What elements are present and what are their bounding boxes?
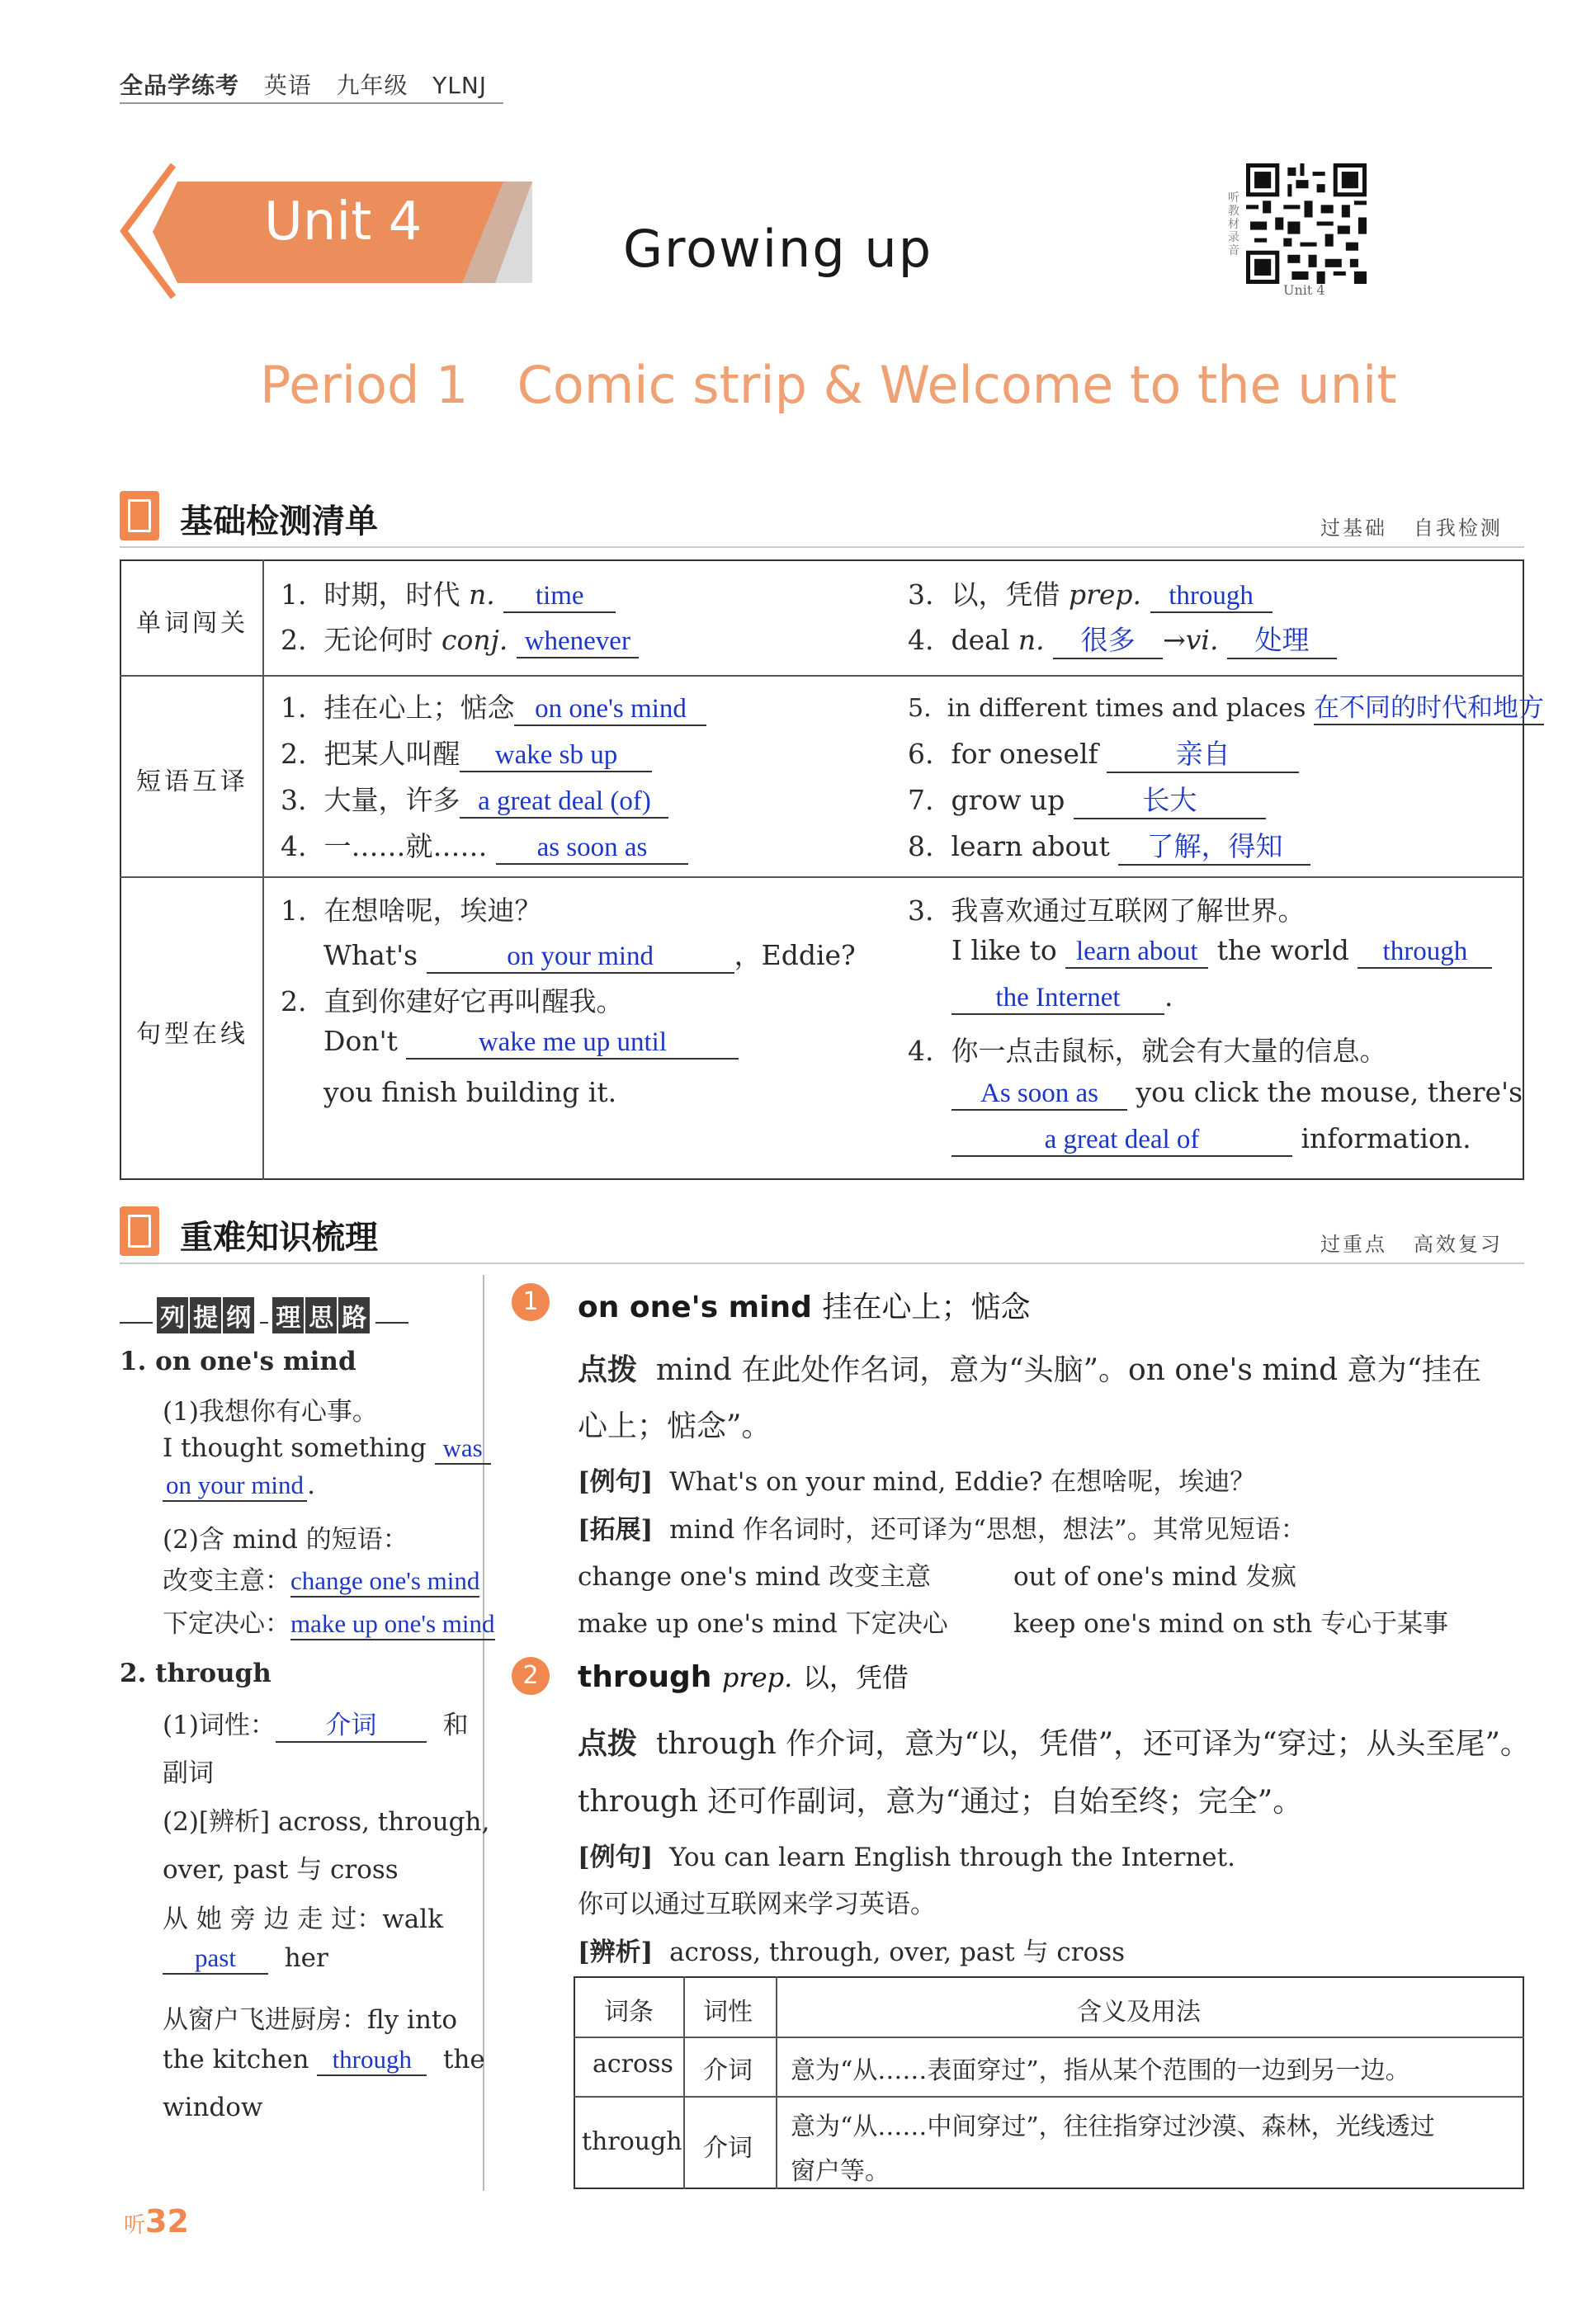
answer-blank[interactable]: whenever xyxy=(517,626,639,658)
phrase-item xyxy=(281,779,668,819)
sentence-text: Don't xyxy=(323,1025,398,1057)
sentence-item-2-line2: you finish building it. xyxy=(323,1076,617,1108)
sentence-chinese: 我喜欢通过互联网了解世界。 xyxy=(951,894,1306,927)
part-of-speech: conj. xyxy=(441,624,508,656)
sentence-text: . xyxy=(1164,980,1173,1012)
item-prompt: 大量，许多 xyxy=(323,784,460,816)
tip-line: 心上；惦念”。 xyxy=(578,1409,772,1443)
sentence-chinese: 直到你建好它再叫醒我。 xyxy=(323,985,624,1017)
sidebar-item-heading: 2. through xyxy=(120,1659,272,1688)
point-heading xyxy=(578,1284,1030,1326)
answer-blank[interactable]: wake sb up xyxy=(460,740,652,772)
tip-line xyxy=(578,1347,1481,1389)
item-number: 8. xyxy=(908,830,934,862)
sidebar-line: 从窗户飞进厨房：fly into xyxy=(163,2005,458,2035)
sidebar-line: 副词 xyxy=(163,1758,214,1788)
table-cell-meaning-cont: 窗户等。 xyxy=(791,2157,890,2186)
answer-blank[interactable]: on your mind xyxy=(163,1470,307,1502)
phrase-line: change one's mind 改变主意 xyxy=(578,1562,932,1592)
sidebar-text: her xyxy=(284,1943,328,1973)
answer-blank[interactable]: through xyxy=(1150,581,1273,613)
answer-blank[interactable]: the Internet xyxy=(951,983,1164,1015)
sentence-text: What's xyxy=(323,939,418,971)
word-item xyxy=(281,619,639,658)
sidebar-line: on your mind . xyxy=(163,1470,315,1502)
phrase-line: make up one's mind 下定决心 xyxy=(578,1609,948,1639)
table-column-divider xyxy=(262,559,264,1180)
sidebar-line xyxy=(163,1602,495,1640)
tip-text: through 作介词，意为“以，凭借”，还可译为“穿过；从头至尾”。 xyxy=(655,1727,1530,1761)
section-title: 重难知识梳理 xyxy=(180,1219,378,1257)
example-text: What's on your mind, Eddie? 在想啥呢，埃迪？ xyxy=(669,1467,1256,1497)
row-label-sentences: 句型在线 xyxy=(136,1020,248,1049)
sidebar-header xyxy=(120,1297,408,1333)
sidebar-item-heading: 1. on one's mind xyxy=(120,1347,357,1376)
qr-code-icon[interactable] xyxy=(1246,163,1367,284)
table-row-divider xyxy=(574,2096,1524,2098)
example-line xyxy=(578,1836,1235,1873)
point-term: through xyxy=(578,1660,712,1694)
section-icon xyxy=(120,1206,159,1256)
section-rule xyxy=(120,546,1524,548)
sidebar-line xyxy=(163,1560,479,1598)
section-rule xyxy=(120,1263,1524,1264)
period-title xyxy=(260,355,1397,415)
phrase-item xyxy=(908,687,1544,725)
word-item xyxy=(281,573,616,613)
sentence-text: I like to xyxy=(951,934,1057,966)
sidebar-line: (2)[辨析] across, through, xyxy=(163,1807,490,1837)
page-prefix: 听 xyxy=(124,2213,146,2238)
point-term-cn: 挂在心上；惦念 xyxy=(822,1291,1031,1324)
answer-blank[interactable]: 了解，得知 xyxy=(1118,825,1310,866)
section-subtitle-a: 过重点 xyxy=(1320,1233,1387,1256)
phrase-item xyxy=(281,733,652,772)
item-prompt: 把某人叫醒 xyxy=(323,738,460,770)
answer-blank[interactable]: 在不同的时代和地方 xyxy=(1314,687,1544,725)
sentence-item-1-line xyxy=(323,934,856,974)
edition: YLNJ xyxy=(432,72,488,99)
sidebar-line xyxy=(163,2045,485,2076)
item-number: 2. xyxy=(281,985,307,1017)
tip-label: 点拨 xyxy=(578,1726,638,1761)
discrimination-label: [辨析] xyxy=(578,1937,654,1967)
word-item xyxy=(908,619,1337,659)
item-number: 4. xyxy=(281,830,307,862)
row-label-words: 单词闯关 xyxy=(136,609,248,638)
sentence-item-4 xyxy=(908,1030,1386,1069)
page-number xyxy=(124,2203,189,2240)
sidebar-line: (2)含 mind 的短语： xyxy=(163,1525,408,1555)
section-subtitle-a: 过基础 xyxy=(1320,517,1387,540)
sidebar-line: window xyxy=(163,2093,263,2122)
tip-text: mind 在此处作名词，意为“头脑”。on one's mind 意为“挂在 xyxy=(655,1353,1482,1387)
table-cell-meaning: 意为“从……表面穿过”，指从某个范围的一边到另一边。 xyxy=(791,2056,1410,2085)
tag-char: 纲 xyxy=(223,1297,254,1333)
answer-blank[interactable]: on your mind xyxy=(427,942,734,974)
item-number: 4. xyxy=(908,1035,934,1067)
item-number: 1. xyxy=(281,894,307,927)
sidebar-text: the xyxy=(443,2045,485,2074)
answer-blank[interactable]: time xyxy=(503,581,616,613)
answer-blank[interactable]: was xyxy=(435,1433,491,1465)
item-number: 4. xyxy=(908,624,934,656)
extension-text: mind 作名词时，还可译为“思想，想法”。其常见短语： xyxy=(669,1515,1306,1545)
item-number: 1. xyxy=(281,691,307,724)
point-term-cn: 以，凭借 xyxy=(802,1662,909,1693)
table-cell-meaning: 意为“从……中间穿过”，往往指穿过沙漠、森林，光线透过 xyxy=(791,2112,1435,2141)
table-column-divider xyxy=(776,1976,777,2189)
sidebar-line xyxy=(163,1433,491,1465)
sentence-item-2 xyxy=(281,980,623,1019)
tag-char: 思 xyxy=(305,1297,337,1333)
sentence-text: ，Eddie? xyxy=(734,939,856,971)
extension-line xyxy=(578,1508,1306,1546)
sentence-chinese: 在想啥呢，埃迪？ xyxy=(323,894,542,927)
phrase-item xyxy=(281,825,688,865)
section-subtitle xyxy=(1320,512,1503,540)
section-subtitle-b: 高效复习 xyxy=(1413,1233,1503,1256)
sentence-item-1 xyxy=(281,890,541,928)
answer-blank[interactable]: 很多 xyxy=(1053,619,1163,659)
example-label: [例句] xyxy=(578,1467,654,1497)
table-row-divider xyxy=(120,675,1524,677)
grade: 九年级 xyxy=(336,72,408,99)
answer-blank[interactable]: a great deal (of) xyxy=(460,786,668,819)
running-head xyxy=(120,68,487,101)
unit-title: Growing up xyxy=(623,219,933,279)
page-value: 32 xyxy=(145,2203,189,2240)
item-prompt: 一……就…… xyxy=(323,830,488,862)
phrase-item xyxy=(908,779,1266,819)
series-name: 全品学练考 xyxy=(120,72,240,99)
example-text: You can learn English through the Internet. xyxy=(669,1843,1235,1872)
row-label-phrases: 短语互译 xyxy=(136,767,248,796)
item-prompt: learn about xyxy=(951,830,1110,862)
sentence-item-2-line xyxy=(323,1025,739,1060)
tag-char: 理 xyxy=(272,1297,304,1333)
sidebar-line: 从 她 旁 边 走 过：walk xyxy=(163,1904,443,1934)
header-rule xyxy=(120,102,503,104)
section-icon xyxy=(120,491,159,540)
part-of-speech: n. xyxy=(1018,624,1045,656)
sentence-item-3 xyxy=(908,890,1305,928)
answer-blank[interactable]: past xyxy=(163,1943,268,1975)
sidebar-text: 和 xyxy=(442,1711,469,1740)
answer-blank[interactable]: wake me up until xyxy=(406,1027,739,1060)
item-prompt: grow up xyxy=(951,784,1065,816)
table-cell-pos: 介词 xyxy=(703,2134,753,2163)
table-cell-word: across xyxy=(593,2050,673,2079)
part-of-speech: prep. xyxy=(1068,578,1142,611)
answer-blank[interactable]: 介词 xyxy=(276,1704,427,1743)
sidebar-text: 下定决心： xyxy=(163,1609,290,1639)
item-prompt: for oneself xyxy=(951,738,1098,770)
item-prompt: 时期，时代 xyxy=(323,578,460,611)
sentence-item-3-line xyxy=(951,934,1492,969)
sidebar-line xyxy=(163,1943,328,1975)
item-number: 3. xyxy=(281,784,307,816)
sidebar-line: over, past 与 cross xyxy=(163,1855,399,1885)
answer-blank[interactable]: make up one's mind xyxy=(290,1609,495,1640)
sentence-text: you click the mouse, there's xyxy=(1136,1076,1523,1108)
item-number: 2. xyxy=(281,624,307,656)
tag-char: 路 xyxy=(338,1297,370,1333)
item-number: 5. xyxy=(908,694,932,723)
item-prompt: 挂在心上；惦念 xyxy=(323,691,515,724)
table-header: 词性 xyxy=(703,1998,753,2027)
unit-label: Unit 4 xyxy=(264,191,423,253)
sentence-item-3-line2 xyxy=(951,980,1173,1015)
sentence-item-4-line2 xyxy=(951,1122,1471,1157)
table-header: 含义及用法 xyxy=(1077,1998,1201,2027)
section-title: 基础检测清单 xyxy=(180,503,378,540)
answer-blank[interactable]: through xyxy=(317,2045,427,2076)
table-header: 词条 xyxy=(604,1998,654,2027)
example-label: [例句] xyxy=(578,1843,654,1872)
tag-char: 提 xyxy=(190,1297,221,1333)
answer-blank[interactable]: as soon as xyxy=(496,833,688,865)
table-cell-pos: 介词 xyxy=(703,2056,753,2085)
item-number: 3. xyxy=(908,578,934,611)
sidebar-line xyxy=(163,1704,469,1743)
sidebar-text: the kitchen xyxy=(163,2045,309,2074)
answer-blank[interactable]: a great deal of xyxy=(951,1125,1292,1157)
part-of-speech: n. xyxy=(468,578,495,611)
subject: 英语 xyxy=(263,72,312,99)
item-number: 2. xyxy=(281,738,307,770)
sentence-text: information. xyxy=(1301,1122,1471,1154)
answer-blank[interactable]: As soon as xyxy=(951,1078,1127,1111)
word-item xyxy=(908,573,1273,613)
qr-caption: Unit 4 xyxy=(1283,282,1325,298)
answer-blank[interactable]: 亲自 xyxy=(1107,733,1299,773)
item-prompt: 无论何时 xyxy=(323,624,433,656)
qr-side-text: 听教材录音 xyxy=(1228,191,1239,257)
point-number-badge: 1 xyxy=(512,1283,550,1321)
item-prompt: 以，凭借 xyxy=(951,578,1060,611)
sentence-item-4-line xyxy=(951,1076,1523,1111)
sentence-chinese: 你一点击鼠标，就会有大量的信息。 xyxy=(951,1035,1387,1067)
example-translation: 你可以通过互联网来学习英语。 xyxy=(578,1890,936,1919)
sidebar-text: (1)词性： xyxy=(163,1711,276,1740)
tip-line xyxy=(578,1720,1530,1763)
point-pos: prep. xyxy=(721,1662,793,1693)
item-number: 3. xyxy=(908,894,934,927)
item-prompt: deal xyxy=(951,624,1010,656)
discrimination-text: across, through, over, past 与 cross xyxy=(669,1937,1126,1967)
tip-line: through 还可作副词，意为“通过；自始至终；完全”。 xyxy=(578,1785,1303,1819)
answer-blank[interactable]: 处理 xyxy=(1227,619,1337,659)
period-number: Period 1 xyxy=(260,355,469,415)
answer-blank[interactable]: 长大 xyxy=(1074,779,1266,819)
sidebar-text: I thought something xyxy=(163,1433,427,1463)
point-heading xyxy=(578,1657,909,1695)
item-prompt: in different times and places xyxy=(947,694,1306,723)
sentence-text: the world xyxy=(1216,934,1349,966)
discrimination-line xyxy=(578,1931,1125,1968)
extension-label: [拓展] xyxy=(578,1515,654,1545)
sidebar-line: (1)我想你有心事。 xyxy=(163,1397,378,1427)
item-number: 7. xyxy=(908,784,934,816)
period-name: Comic strip & Welcome to the unit xyxy=(517,355,1397,415)
answer-blank[interactable]: through xyxy=(1358,937,1492,969)
phrase-line: keep one's mind on sth 专心于某事 xyxy=(1013,1609,1449,1639)
tag-char: 列 xyxy=(157,1297,188,1333)
arrow-derivation: →vi. xyxy=(1163,624,1219,656)
table-row-divider xyxy=(120,876,1524,878)
point-term: on one's mind xyxy=(578,1291,812,1324)
answer-blank[interactable]: change one's mind xyxy=(290,1566,479,1598)
table-row-divider xyxy=(574,2037,1524,2038)
item-number: 1. xyxy=(281,578,307,611)
table-column-divider xyxy=(683,1976,685,2189)
phrase-item xyxy=(908,733,1299,773)
item-number: 6. xyxy=(908,738,934,770)
point-number-badge: 2 xyxy=(512,1657,550,1695)
table-cell-word: through xyxy=(582,2127,682,2156)
phrase-item xyxy=(281,687,706,726)
answer-blank[interactable]: on one's mind xyxy=(514,694,706,726)
answer-blank[interactable]: learn about xyxy=(1065,937,1208,969)
sidebar-text: 改变主意： xyxy=(163,1566,290,1596)
example-line xyxy=(578,1461,1255,1498)
section-subtitle xyxy=(1320,1228,1503,1257)
phrase-item xyxy=(908,825,1310,866)
tip-label: 点拨 xyxy=(578,1352,638,1387)
phrase-line: out of one's mind 发疯 xyxy=(1013,1562,1297,1592)
section-subtitle-b: 自我检测 xyxy=(1413,517,1503,540)
